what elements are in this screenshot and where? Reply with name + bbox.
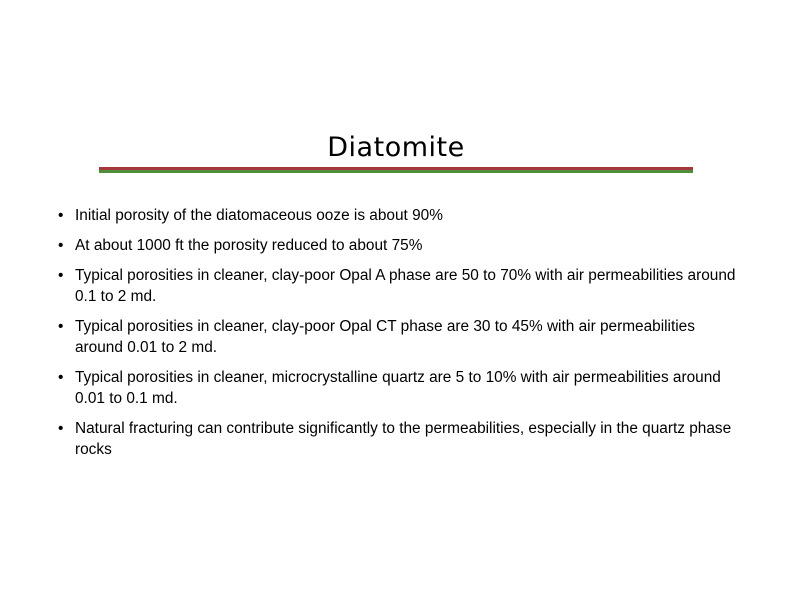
bullet-dot-icon: • xyxy=(58,237,64,254)
bullet-text: Natural fracturing can contribute significantly to the permeabilities, especially in the quartz phase rocks xyxy=(75,420,732,458)
bullet-item xyxy=(58,367,738,409)
bullet-item xyxy=(58,205,738,226)
bullet-text: Initial porosity of the diatomaceous ooze is about 90% xyxy=(75,207,443,224)
bullet-dot-icon: • xyxy=(58,369,64,386)
bullet-dot-icon: • xyxy=(58,267,64,284)
bullet-text: At about 1000 ft the porosity reduced to about 75% xyxy=(75,237,423,254)
bullet-text: Typical porosities in cleaner, clay-poor Opal A phase are 50 to 70% with air permeabilities around 0.1 to 2 md. xyxy=(75,267,736,305)
bullet-text: Typical porosities in cleaner, microcrystalline quartz are 5 to 10% with air permeabilities around 0.01 to 0.1 md. xyxy=(75,369,721,407)
bullet-dot-icon: • xyxy=(58,207,64,224)
bullet-item xyxy=(58,265,738,307)
bullet-item xyxy=(58,316,738,358)
bullet-list xyxy=(58,205,738,469)
bullet-dot-icon: • xyxy=(58,318,64,335)
title-underline-green xyxy=(99,170,693,173)
bullet-item xyxy=(58,418,738,460)
slide-title: Diatomite xyxy=(327,132,465,163)
bullet-item xyxy=(58,235,738,256)
bullet-text: Typical porosities in cleaner, clay-poor Opal CT phase are 30 to 45% with air permeabilities around 0.01 to 2 md. xyxy=(75,318,695,356)
bullet-dot-icon: • xyxy=(58,420,64,437)
